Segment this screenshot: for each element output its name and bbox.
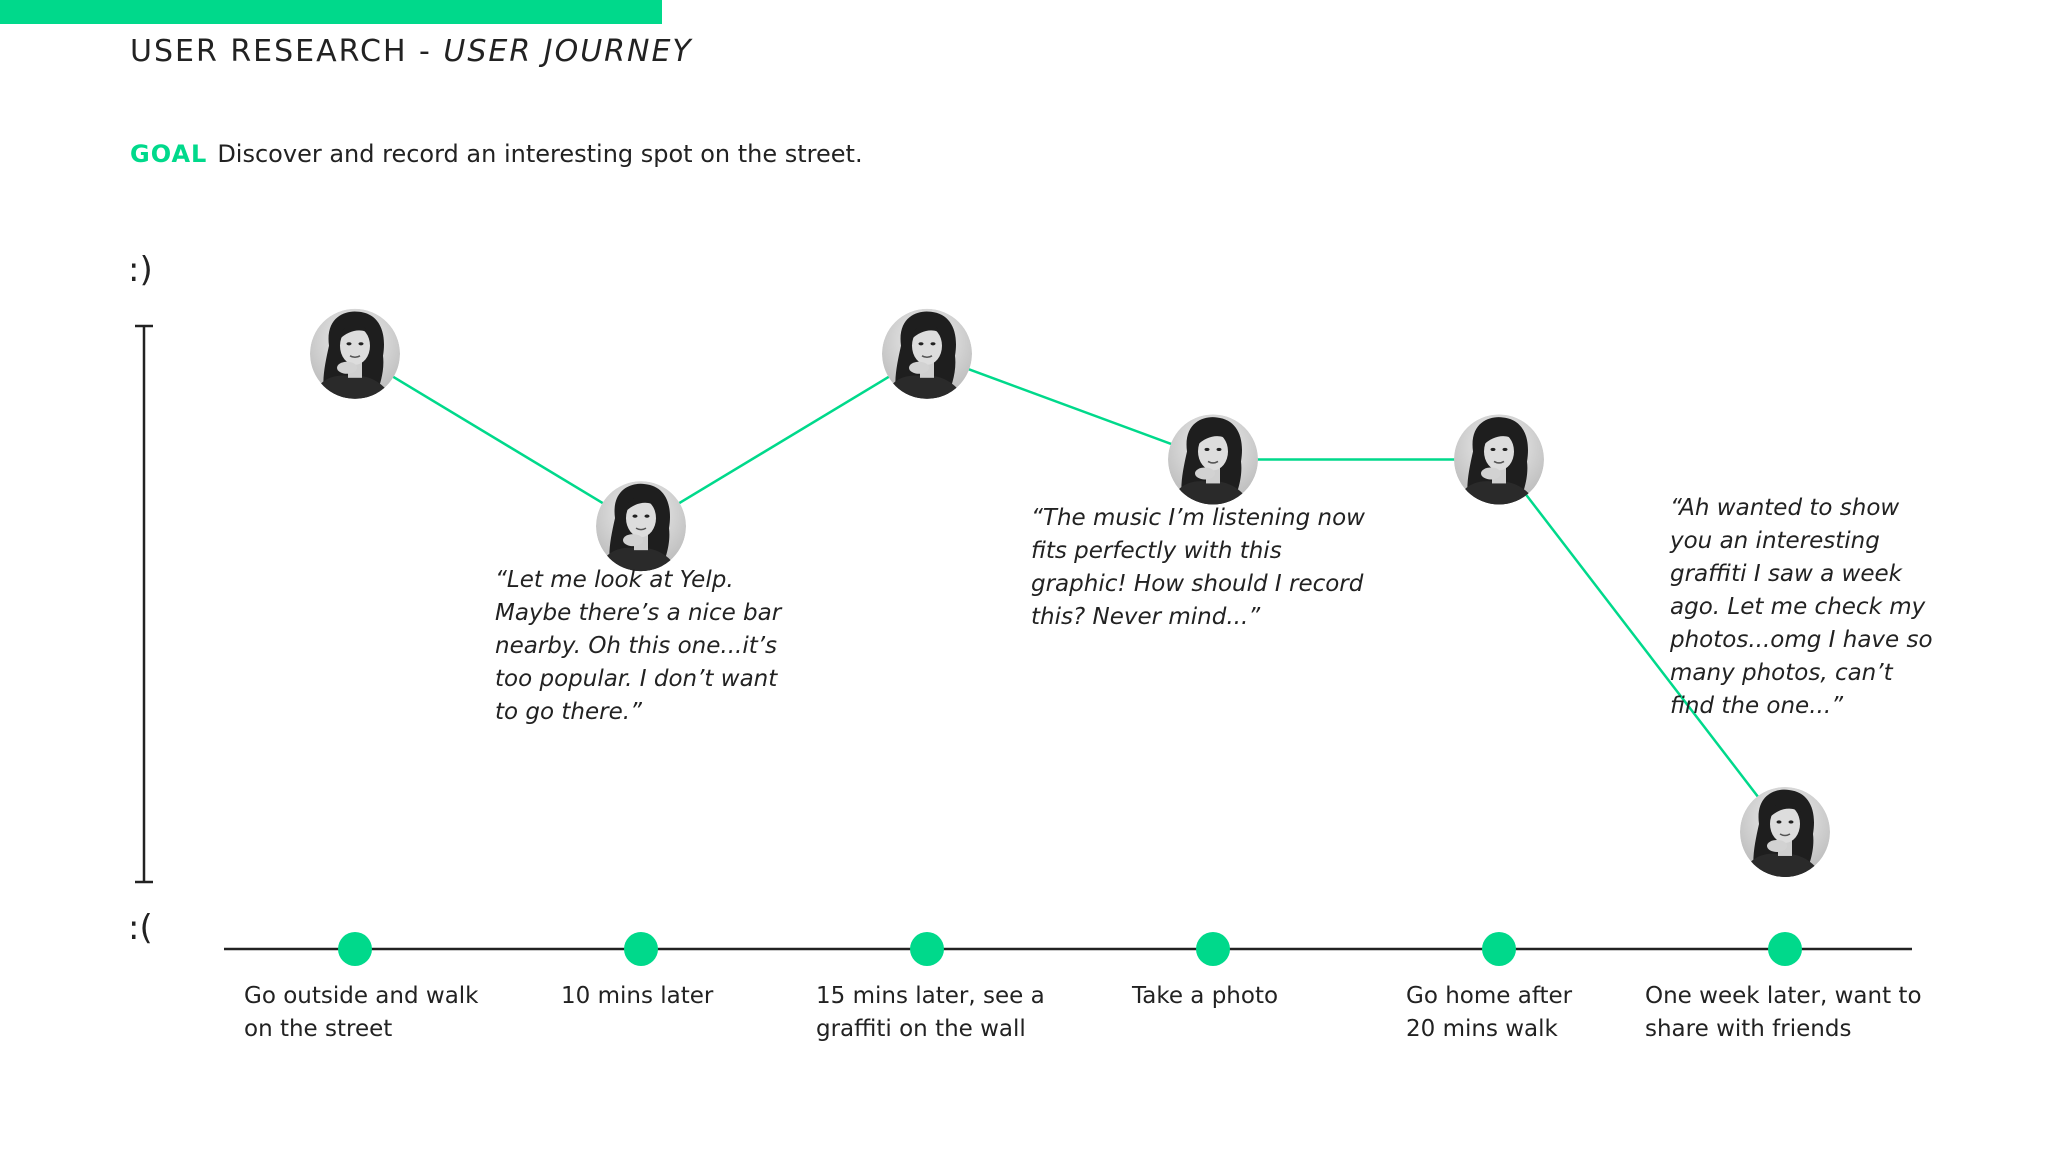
goal-label: GOAL: [130, 140, 208, 168]
sad-face-label: :(: [128, 908, 153, 948]
timeline-step-label: Take a photo: [1132, 983, 1279, 1009]
emotion-scale-axis: [135, 326, 153, 882]
journey-segment: [927, 354, 1213, 460]
timeline-step-label: Go outside and walk on the street: [244, 983, 479, 1042]
goal-text: Discover and record an interesting spot on the street.: [217, 140, 863, 168]
persona-avatar: [310, 309, 400, 404]
persona-avatar: [1168, 414, 1258, 509]
persona-avatar: [882, 309, 972, 404]
title-subtitle: USER JOURNEY: [443, 34, 693, 69]
persona-avatar: [1454, 414, 1544, 509]
title-main: USER RESEARCH -: [130, 34, 444, 69]
timeline-step-label: One week later, want to share with friends: [1645, 983, 1922, 1042]
timeline-dot: [624, 932, 658, 966]
quote-text: “Let me look at Yelp. Maybe there’s a nice bar nearby. Oh this one...it’s too popular. I don’t want to go there.”: [495, 567, 782, 725]
timeline-dot: [910, 932, 944, 966]
journey-segment: [641, 354, 927, 526]
quote-text: “Ah wanted to show you an interesting graffiti I saw a week ago. Let me check my photos...omg I have so many photos, can’t find the one...”: [1670, 495, 1933, 719]
happy-face-label: :): [128, 250, 153, 290]
persona-avatar: [1740, 787, 1830, 882]
timeline-dot: [338, 932, 372, 966]
timeline-dot: [1196, 932, 1230, 966]
timeline-step-label: 15 mins later, see a graffiti on the wall: [816, 983, 1045, 1042]
quote-text: “The music I’m listening now fits perfectly with this graphic! How should I record this? Never mind...”: [1031, 505, 1365, 630]
timeline-dot: [1768, 932, 1802, 966]
journey-segment: [355, 354, 641, 526]
timeline-step-label: Go home after 20 mins walk: [1406, 983, 1573, 1042]
persona-avatar: [596, 481, 686, 576]
timeline-dot: [1482, 932, 1516, 966]
timeline-step-label: 10 mins later: [561, 983, 714, 1009]
